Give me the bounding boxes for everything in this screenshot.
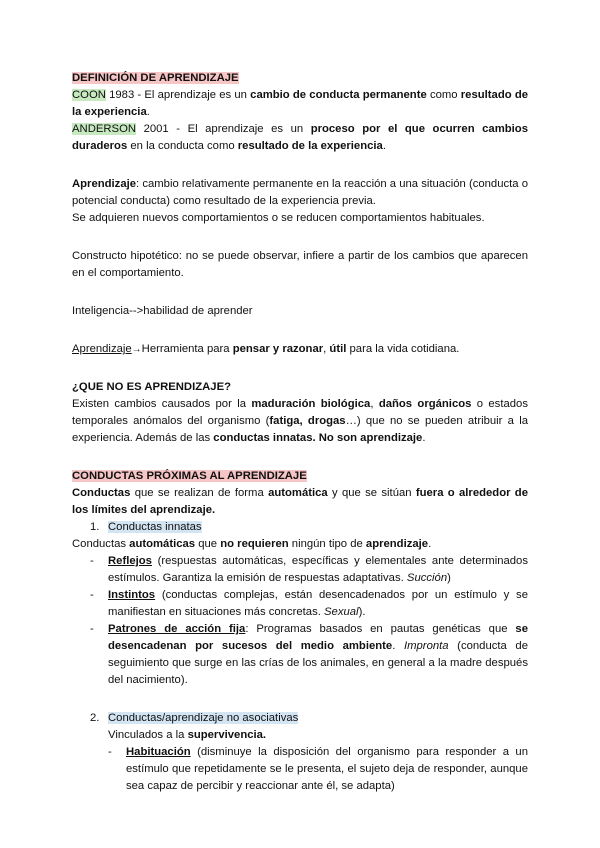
supervivencia-bold: supervivencia. — [187, 729, 267, 741]
herramienta-term: Aprendizaje — [72, 343, 132, 355]
innatas-bold-2: no requieren — [220, 538, 289, 550]
herramienta-bold-2: útil — [329, 343, 347, 355]
bullet-patrones — [72, 621, 528, 689]
no-es-text-3: o estados temporales anómalos del organismo ( — [72, 398, 528, 427]
supervivencia-line — [72, 727, 528, 744]
patrones-text-1: : Programas basados en pautas genéticas que — [245, 623, 516, 635]
anderson-definition — [72, 121, 528, 155]
patrones-text-2: . — [392, 640, 404, 652]
anderson-text-3: . — [382, 140, 386, 152]
heading-que-no-es-text: ¿QUE NO ES APRENDIZAJE? — [72, 381, 232, 393]
no-es-text-2: , — [370, 398, 379, 410]
heading-definicion — [72, 70, 528, 87]
no-es-text-5: . — [422, 432, 426, 444]
supervivencia-text: Vinculados a la — [108, 729, 188, 741]
coon-text-2: como — [426, 89, 461, 101]
instintos-text: (conductas complejas, están desencadenados por un estímulo y se manifiestan en situaciones más concretas. — [108, 589, 528, 618]
anderson-author: ANDERSON — [72, 123, 137, 135]
reflejos-term: Reflejos — [108, 555, 152, 567]
bullet-reflejos — [72, 553, 528, 587]
inteligencia-line: Inteligencia-->habilidad de aprender — [72, 305, 253, 317]
coon-definition — [72, 87, 528, 121]
instintos-text-2: ). — [358, 606, 366, 618]
document-body — [72, 70, 528, 795]
proximas-text-1: que se realizan de forma — [130, 487, 269, 499]
bullet-dash: - — [90, 589, 94, 601]
no-es-text-4: …) que no se pueden atribuir a la experiencia. Además de las — [72, 415, 528, 444]
patrones-bold-1: se desencadenan por sucesos del medio ambiente — [108, 623, 528, 652]
innatas-paragraph — [72, 536, 528, 553]
no-es-bold-4: conductas innatas. No son aprendizaje — [213, 432, 423, 444]
anderson-bold-2: resultado de la experiencia — [237, 140, 383, 152]
patrones-term: Patrones de acción fija — [108, 623, 246, 635]
instintos-term: Instintos — [108, 589, 156, 601]
aprendizaje-definition — [72, 176, 528, 210]
coon-bold-2: resultado de la experiencia — [72, 89, 529, 118]
aprendizaje-term: Aprendizaje — [72, 178, 137, 190]
innatas-text-1: Conductas — [72, 538, 130, 550]
list-item-no-asociativas — [72, 710, 528, 727]
heading-conductas-proximas-text: CONDUCTAS PRÓXIMAS AL APRENDIZAJE — [72, 470, 307, 482]
innatas-text-4: . — [428, 538, 432, 550]
bullet-habituacion — [72, 744, 528, 795]
proximas-bold-2: automática — [268, 487, 328, 499]
list-number: 1. — [90, 521, 100, 533]
innatas-text-3: ningún tipo de — [288, 538, 366, 550]
arrow-icon: → — [131, 344, 142, 355]
reflejos-text-2: ) — [447, 572, 451, 584]
no-es-text-1: Existen cambios causados por la — [72, 398, 252, 410]
aprendizaje-line2: Se adquieren nuevos comportamientos o se reducen comportamientos habituales. — [72, 212, 485, 224]
anderson-text-2: en la conducta como — [127, 140, 238, 152]
habituacion-text: (disminuye la disposición del organismo para responder a un estímulo que repetidamente se le presenta, el sujeto deja de responder, aunque sea capaz de percibir y reaccionar ante él, se adapta) — [126, 746, 528, 792]
reflejos-example: Succión — [406, 572, 448, 584]
herramienta-text-1: Herramienta para — [141, 343, 233, 355]
aprendizaje-text: : cambio relativamente permanente en la reacción a una situación (conducta o potencial conducta) como resultado de la experiencia previa. — [72, 178, 528, 207]
coon-author: COON — [72, 89, 106, 101]
patrones-text-3: (conducta de seguimiento que surge en las crías de los animales, en general a la madre después del nacimiento). — [108, 640, 528, 686]
innatas-bold-1: automáticas — [129, 538, 196, 550]
list-item-label: Conductas innatas — [108, 521, 202, 533]
coon-bold-1: cambio de conducta permanente — [250, 89, 427, 101]
heading-definicion-text: DEFINICIÓN DE APRENDIZAJE — [72, 72, 239, 84]
innatas-text-2: que — [195, 538, 221, 550]
heading-que-no-es — [72, 379, 528, 396]
innatas-bold-3: aprendizaje — [365, 538, 429, 550]
constructo-paragraph: Constructo hipotético: no se puede observar, infiere a partir de los cambios que aparecen en el comportamiento. — [72, 250, 528, 279]
no-es-bold-1: maduración biológica — [251, 398, 371, 410]
herramienta-line — [72, 341, 528, 358]
no-es-bold-3: fatiga, drogas — [269, 415, 346, 427]
no-es-paragraph — [72, 396, 528, 447]
proximas-text-2: y que se sitúan — [327, 487, 416, 499]
proximas-bold-3: fuera o alrededor de los límites del aprendizaje. — [72, 487, 528, 516]
anderson-bold-1: proceso por el que ocurren cambios duraderos — [72, 123, 528, 152]
no-es-bold-2: daños orgánicos — [378, 398, 472, 410]
herramienta-text-3: para la vida cotidiana. — [346, 343, 460, 355]
patrones-example: Impronta — [403, 640, 449, 652]
proximas-paragraph — [72, 485, 528, 519]
coon-text-1: 1983 - El aprendizaje es un — [105, 89, 251, 101]
list-item-label: Conductas/aprendizaje no asociativas — [108, 712, 299, 724]
coon-text-3: . — [146, 106, 150, 118]
heading-conductas-proximas — [72, 468, 528, 485]
reflejos-text: (respuestas automáticas, específicas y elementales ante determinados estímulos. Garantiza la emisión de respuestas adaptativas. — [108, 555, 528, 584]
anderson-text-1: 2001 - El aprendizaje es un — [136, 123, 311, 135]
bullet-instintos — [72, 587, 528, 621]
habituacion-term: Habituación — [126, 746, 191, 758]
herramienta-text-2: , — [323, 343, 330, 355]
bullet-dash: - — [108, 746, 112, 758]
list-number: 2. — [90, 712, 100, 724]
list-item-conductas-innatas — [72, 519, 528, 536]
bullet-dash: - — [90, 555, 94, 567]
herramienta-bold-1: pensar y razonar — [232, 343, 324, 355]
instintos-example: Sexual — [324, 606, 359, 618]
bullet-dash: - — [90, 623, 94, 635]
proximas-bold-1: Conductas — [72, 487, 131, 499]
